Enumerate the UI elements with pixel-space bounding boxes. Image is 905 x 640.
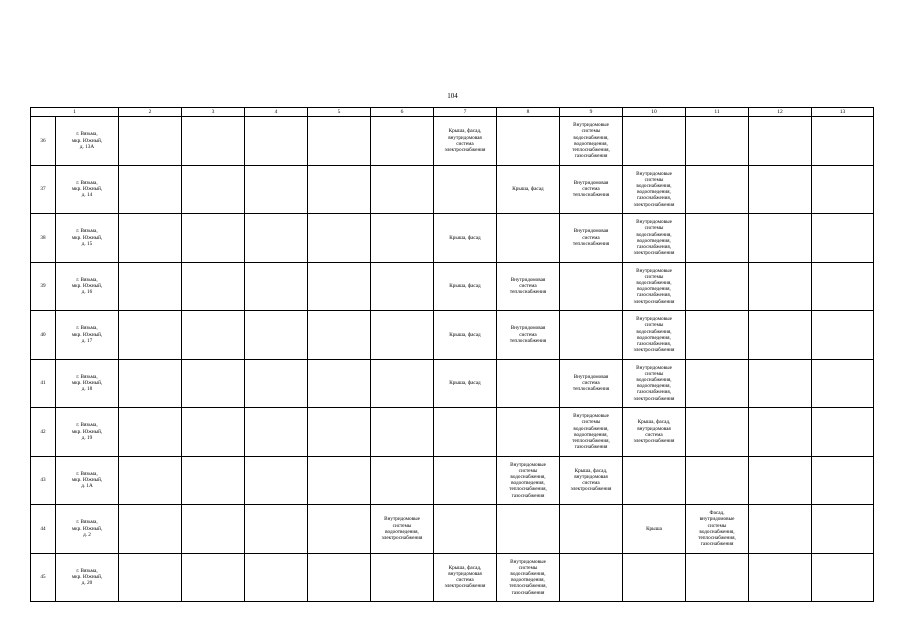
table-cell-col-12 — [749, 553, 812, 602]
table-cell-col-5 — [308, 456, 371, 505]
table-cell-col-10: Внутридомовые системы водоснабжения, водоотведения, газоснабжения, электроснабжения — [623, 214, 686, 263]
table-cell-col-5 — [308, 408, 371, 457]
table-cell-col-5 — [308, 165, 371, 214]
table-cell-col-9: Внутридомовая система теплоснабжения — [560, 359, 623, 408]
table-cell-col-8: Внутридомовая система теплоснабжения — [497, 311, 560, 360]
table-cell-col-13 — [812, 505, 874, 554]
column-header-12: 12 — [749, 108, 812, 117]
table-cell-col-3 — [182, 311, 245, 360]
table-cell-col-11 — [686, 262, 749, 311]
table-cell-col-12 — [749, 456, 812, 505]
address-cell: г. Вязьма, мкр. Южный, д. 13А — [56, 117, 119, 166]
table-cell-col-10 — [623, 117, 686, 166]
table-cell-col-6 — [371, 359, 434, 408]
table-row — [31, 553, 874, 602]
table-cell-col-2 — [119, 311, 182, 360]
table-cell-col-10: Внутридомовые системы водоснабжения, водоотведения, газоснабжения, электроснабжения — [623, 262, 686, 311]
table-cell-col-2 — [119, 117, 182, 166]
table-cell-col-7: Крыша, фасад — [434, 262, 497, 311]
table-cell-col-13 — [812, 553, 874, 602]
table-cell-col-11 — [686, 408, 749, 457]
table-row — [31, 408, 874, 457]
row-number: 45 — [31, 553, 56, 602]
row-number: 40 — [31, 311, 56, 360]
table-cell-col-11 — [686, 359, 749, 408]
table-cell-col-9 — [560, 311, 623, 360]
table-cell-col-6 — [371, 117, 434, 166]
table-cell-col-4 — [245, 214, 308, 263]
table-cell-col-13 — [812, 117, 874, 166]
table-cell-col-4 — [245, 165, 308, 214]
table-cell-col-4 — [245, 262, 308, 311]
address-cell: г. Вязьма, мкр. Южный, д. 19 — [56, 408, 119, 457]
column-header-9: 9 — [560, 108, 623, 117]
table-cell-col-9 — [560, 553, 623, 602]
table-cell-col-12 — [749, 408, 812, 457]
table-cell-col-7: Крыша, фасад, внутридомовая система электроснабжения — [434, 117, 497, 166]
table-cell-col-3 — [182, 408, 245, 457]
table-cell-col-9: Внутридомовая система теплоснабжения — [560, 214, 623, 263]
table-cell-col-5 — [308, 505, 371, 554]
page-number: 104 — [447, 92, 458, 100]
address-cell: г. Вязьма, мкр. Южный, д. 18 — [56, 359, 119, 408]
row-number: 37 — [31, 165, 56, 214]
column-header-2: 2 — [119, 108, 182, 117]
column-header-5: 5 — [308, 108, 371, 117]
table-cell-col-9: Внутридомовая система теплоснабжения — [560, 165, 623, 214]
table-cell-col-2 — [119, 456, 182, 505]
table-cell-col-3 — [182, 505, 245, 554]
table-cell-col-3 — [182, 553, 245, 602]
table-cell-col-5 — [308, 262, 371, 311]
table-row — [31, 262, 874, 311]
table-cell-col-10: Крыша, фасад, внутридомовая система электроснабжения — [623, 408, 686, 457]
table-cell-col-8 — [497, 117, 560, 166]
table-cell-col-11 — [686, 214, 749, 263]
table-cell-col-2 — [119, 359, 182, 408]
table-cell-col-7 — [434, 408, 497, 457]
table-cell-col-6 — [371, 553, 434, 602]
repair-schedule-table — [30, 107, 874, 602]
table-cell-col-5 — [308, 214, 371, 263]
table-cell-col-9 — [560, 505, 623, 554]
table-cell-col-8 — [497, 408, 560, 457]
table-cell-col-3 — [182, 165, 245, 214]
table-cell-col-2 — [119, 553, 182, 602]
table-cell-col-2 — [119, 214, 182, 263]
table-cell-col-2 — [119, 165, 182, 214]
table-cell-col-12 — [749, 214, 812, 263]
table-cell-col-4 — [245, 408, 308, 457]
table-cell-col-13 — [812, 262, 874, 311]
table-cell-col-13 — [812, 456, 874, 505]
table-cell-col-12 — [749, 262, 812, 311]
table-cell-col-12 — [749, 311, 812, 360]
table-cell-col-7 — [434, 456, 497, 505]
table-cell-col-5 — [308, 553, 371, 602]
table-cell-col-9: Внутридомовые системы водоснабжения, водоотведения, теплоснабжения, газоснабжения — [560, 408, 623, 457]
table-cell-col-8: Крыша, фасад — [497, 165, 560, 214]
table-row — [31, 505, 874, 554]
table-cell-col-12 — [749, 359, 812, 408]
table-cell-col-5 — [308, 359, 371, 408]
table-cell-col-8: Внутридомовые системы водоснабжения, водоотведения, теплоснабжения, газоснабжения — [497, 553, 560, 602]
table-cell-col-7 — [434, 165, 497, 214]
address-cell: г. Вязьма, мкр. Южный, д. 20 — [56, 553, 119, 602]
table-cell-col-10 — [623, 553, 686, 602]
table-cell-col-8: Внутридомовая система теплоснабжения — [497, 262, 560, 311]
table-cell-col-4 — [245, 359, 308, 408]
table-cell-col-3 — [182, 456, 245, 505]
table-cell-col-5 — [308, 117, 371, 166]
row-number: 38 — [31, 214, 56, 263]
table-cell-col-4 — [245, 553, 308, 602]
table-row — [31, 359, 874, 408]
table-cell-col-9: Крыша, фасад, внутридомовая система электроснабжения — [560, 456, 623, 505]
table-cell-col-6 — [371, 408, 434, 457]
column-header-6: 6 — [371, 108, 434, 117]
table-cell-col-6: Внутридомовые системы водоотведения, электроснабжения — [371, 505, 434, 554]
row-number: 42 — [31, 408, 56, 457]
table-row — [31, 456, 874, 505]
table-cell-col-7: Крыша, фасад — [434, 311, 497, 360]
table-cell-col-12 — [749, 117, 812, 166]
column-header-10: 10 — [623, 108, 686, 117]
row-number: 41 — [31, 359, 56, 408]
column-header-7: 7 — [434, 108, 497, 117]
table-cell-col-13 — [812, 214, 874, 263]
table-row — [31, 165, 874, 214]
table-cell-col-3 — [182, 214, 245, 263]
table-cell-col-7: Крыша, фасад — [434, 214, 497, 263]
column-header-11: 11 — [686, 108, 749, 117]
table-cell-col-13 — [812, 311, 874, 360]
table-cell-col-3 — [182, 117, 245, 166]
address-cell: г. Вязьма, мкр. Южный, д. 17 — [56, 311, 119, 360]
table-cell-col-6 — [371, 456, 434, 505]
table-cell-col-10: Внутридомовые системы водоснабжения, водоотведения, газоснабжения, электроснабжения — [623, 359, 686, 408]
table-cell-col-5 — [308, 311, 371, 360]
table-cell-col-8 — [497, 505, 560, 554]
table-row — [31, 117, 874, 166]
table-cell-col-11 — [686, 165, 749, 214]
table-cell-col-7: Крыша, фасад, внутридомовая система электроснабжения — [434, 553, 497, 602]
table-cell-col-8: Внутридомовые системы водоснабжения, водоотведения, теплоснабжения, газоснабжения — [497, 456, 560, 505]
address-cell: г. Вязьма, мкр. Южный, д. 1А — [56, 456, 119, 505]
row-number: 36 — [31, 117, 56, 166]
table-cell-col-6 — [371, 311, 434, 360]
table-cell-col-2 — [119, 505, 182, 554]
table-cell-col-9 — [560, 262, 623, 311]
column-header-13: 13 — [812, 108, 874, 117]
table-cell-col-10: Внутридомовые системы водоснабжения, водоотведения, газоснабжения, электроснабжения — [623, 165, 686, 214]
table-cell-col-11 — [686, 117, 749, 166]
table-cell-col-9: Внутридомовые системы водоснабжения, водоотведения, теплоснабжения, газоснабжения — [560, 117, 623, 166]
table-cell-col-12 — [749, 505, 812, 554]
table-cell-col-7 — [434, 505, 497, 554]
table-cell-col-4 — [245, 117, 308, 166]
table-cell-col-10: Крыша — [623, 505, 686, 554]
table-cell-col-4 — [245, 456, 308, 505]
row-number: 39 — [31, 262, 56, 311]
table-cell-col-13 — [812, 165, 874, 214]
address-cell: г. Вязьма, мкр. Южный, д. 14 — [56, 165, 119, 214]
column-header-1: 1 — [31, 108, 119, 117]
table-cell-col-6 — [371, 214, 434, 263]
table-cell-col-13 — [812, 408, 874, 457]
table-cell-col-12 — [749, 165, 812, 214]
table-cell-col-11 — [686, 456, 749, 505]
table-cell-col-6 — [371, 262, 434, 311]
table-cell-col-10: Внутридомовые системы водоснабжения, водоотведения, газоснабжения, электроснабжения — [623, 311, 686, 360]
column-header-8: 8 — [497, 108, 560, 117]
table-row — [31, 311, 874, 360]
table-cell-col-3 — [182, 262, 245, 311]
table-cell-col-11 — [686, 553, 749, 602]
table-cell-col-6 — [371, 165, 434, 214]
address-cell: г. Вязьма, мкр. Южный, д. 15 — [56, 214, 119, 263]
address-cell: г. Вязьма, мкр. Южный, д. 16 — [56, 262, 119, 311]
table-cell-col-3 — [182, 359, 245, 408]
column-header-3: 3 — [182, 108, 245, 117]
address-cell: г. Вязьма, мкр. Южный, д. 2 — [56, 505, 119, 554]
column-header-4: 4 — [245, 108, 308, 117]
table-cell-col-7: Крыша, фасад — [434, 359, 497, 408]
table-cell-col-11: Фасад, внутридомовые системы водоснабжения, теплоснабжения, газоснабжения — [686, 505, 749, 554]
table-cell-col-13 — [812, 359, 874, 408]
table-cell-col-8 — [497, 214, 560, 263]
table-cell-col-11 — [686, 311, 749, 360]
header-row — [31, 108, 874, 117]
row-number: 44 — [31, 505, 56, 554]
table-cell-col-8 — [497, 359, 560, 408]
row-number: 43 — [31, 456, 56, 505]
table-cell-col-4 — [245, 311, 308, 360]
table-cell-col-4 — [245, 505, 308, 554]
table-row — [31, 214, 874, 263]
table-cell-col-2 — [119, 408, 182, 457]
table-cell-col-2 — [119, 262, 182, 311]
table-cell-col-10 — [623, 456, 686, 505]
